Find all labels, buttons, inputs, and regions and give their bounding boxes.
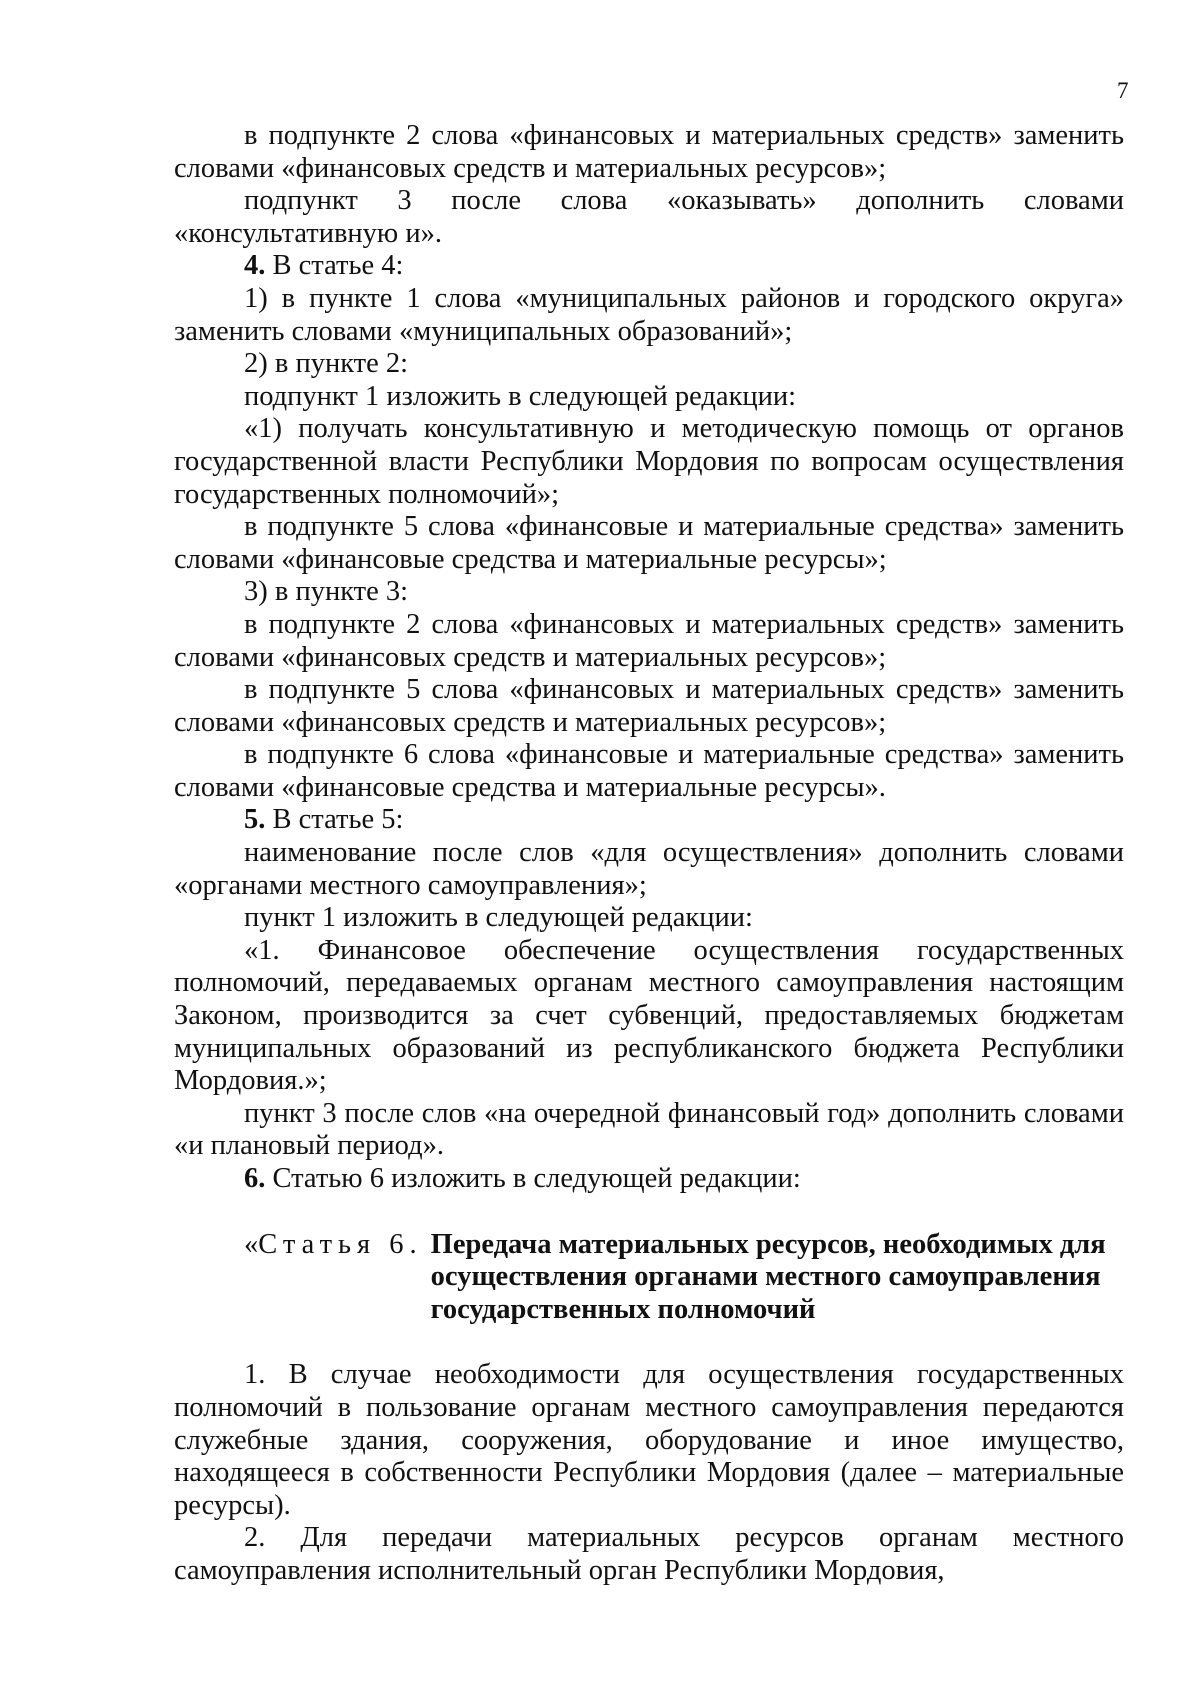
paragraph-text: «1. Финансовое обеспечение осуществления государственных полномочий, передаваемых органам местного самоуправления настоящим Законом, производится за счет субвенций, предоставляемых бюджетам муниципальных образований из республиканского бюджета Республики Мордовия.»;: [174, 934, 1124, 1097]
paragraph: [174, 250, 1124, 283]
paragraph: [174, 837, 1124, 902]
paragraph: [174, 1163, 1124, 1196]
paragraph: [174, 804, 1124, 837]
article-title: Передача материальных ресурсов, необходимых для осуществления органами местного самоуправления государственных полномочий: [430, 1228, 1106, 1325]
paragraph-text: 2) в пункте 2:: [244, 348, 409, 380]
paragraph-text: В статье 5:: [265, 804, 404, 836]
paragraph-text: 1. В случае необходимости для осуществления государственных полномочий в пользование органам местного самоуправления передаются служебные здания, сооружения, оборудование и иное имущество, находящееся в собственности Республики Мордовия (далее – материальные ресурсы).: [174, 1359, 1124, 1521]
item-number: 5.: [244, 804, 266, 836]
paragraph-text: 1) в пункте 1 слова «муниципальных районов и городского округа» заменить словами «муниципальных образований»;: [174, 282, 1124, 347]
paragraphs-after: [174, 1359, 1124, 1587]
paragraph: [174, 511, 1124, 576]
article-heading: [174, 1229, 1124, 1327]
paragraph: [174, 674, 1124, 739]
paragraph: [174, 413, 1124, 511]
paragraph: [174, 609, 1124, 674]
page-number: 7: [1117, 78, 1129, 103]
item-number: 6.: [244, 1163, 266, 1194]
paragraph-text: пункт 3 после слов «на очередной финансовый год» дополнить словами «и плановый период».: [174, 1097, 1124, 1162]
article-label: [174, 1229, 423, 1262]
paragraph-text: в подпункте 6 слова «финансовые и материальные средства» заменить словами «финансовые средства и материальные ресурсы».: [174, 739, 1124, 803]
paragraph: [174, 1522, 1124, 1587]
paragraph-text: пункт 1 изложить в следующей редакции:: [244, 902, 753, 934]
paragraph-text: в подпункте 2 слова «финансовых и материальных средств» заменить словами «финансовых средств и материальных ресурсов»;: [174, 608, 1124, 673]
paragraph: [174, 935, 1124, 1098]
paragraph-text: 3) в пункте 3:: [244, 576, 409, 608]
paragraphs-before: [174, 120, 1124, 1196]
paragraph: [174, 348, 1124, 381]
paragraph: [174, 1098, 1124, 1163]
paragraph: [174, 120, 1124, 185]
paragraph: [174, 185, 1124, 250]
paragraph-text: в подпункте 2 слова «финансовых и материальных средств» заменить словами «финансовых средств и материальных ресурсов»;: [174, 120, 1124, 184]
paragraph-text: наименование после слов «для осуществления» дополнить словами «органами местного самоуправления»;: [174, 837, 1124, 901]
paragraph-text: подпункт 3 после слова «оказывать» дополнить словами «консультативную и».: [174, 185, 1124, 249]
paragraph-text: 2. Для передачи материальных ресурсов органам местного самоуправления исполнительный орган Республики Мордовия,: [174, 1522, 1124, 1586]
document-body: [174, 120, 1124, 1588]
paragraph: [174, 739, 1124, 804]
paragraph-text: подпункт 1 изложить в следующей редакции:: [244, 380, 797, 412]
paragraph: [174, 381, 1124, 414]
paragraph-text: «1) получать консультативную и методическую помощь от органов государственной власти Республики Мордовия по вопросам осуществления государственных полномочий»;: [174, 413, 1124, 510]
paragraph: [174, 576, 1124, 609]
paragraph-text: в подпункте 5 слова «финансовых и материальных средств» заменить словами «финансовых средств и материальных ресурсов»;: [174, 674, 1124, 738]
article-prefix: «: [244, 1228, 259, 1260]
paragraph-text: в подпункте 5 слова «финансовые и материальные средства» заменить словами «финансовые средства и материальные ресурсы»;: [174, 511, 1124, 575]
item-number: 4.: [244, 250, 266, 282]
article-label-text: Статья 6.: [258, 1228, 423, 1260]
paragraph: [174, 902, 1124, 935]
paragraph: [174, 283, 1124, 348]
paragraph-text: Статью 6 изложить в следующей редакции:: [265, 1163, 801, 1194]
paragraph-text: В статье 4:: [265, 250, 404, 282]
paragraph: [174, 1359, 1124, 1522]
